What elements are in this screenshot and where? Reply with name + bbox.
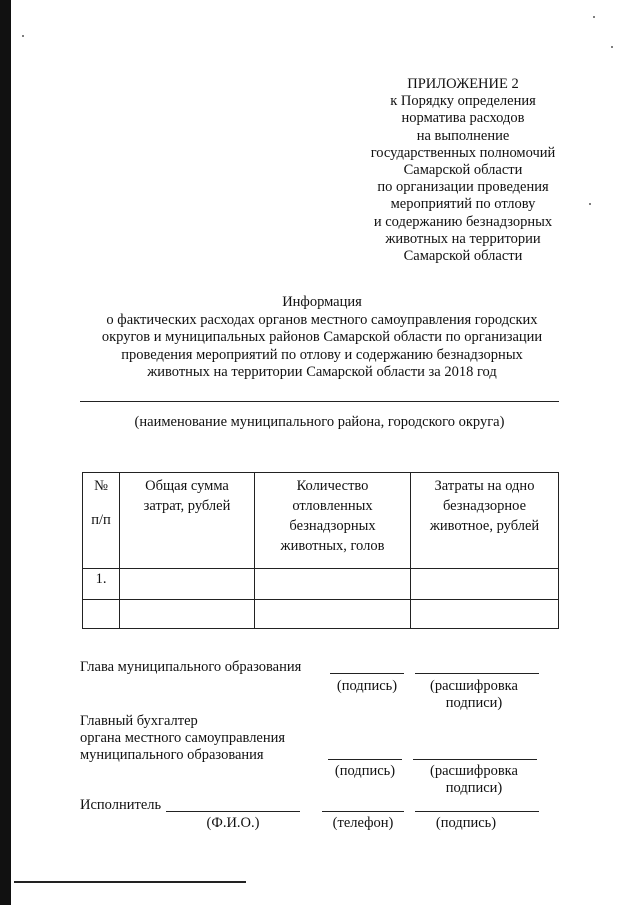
table-cell xyxy=(255,569,411,600)
appendix-line: Самарской области xyxy=(403,162,523,179)
table-cell xyxy=(120,600,255,629)
municipality-name-caption: (наименование муниципального района, городского округа) xyxy=(134,414,505,430)
table-cell xyxy=(255,600,411,629)
table-cell: 1. xyxy=(83,569,120,600)
head-label: Глава муниципального образования xyxy=(80,659,302,675)
head-signature-caption: (подпись) xyxy=(336,678,398,694)
accountant-signature-blank xyxy=(328,759,402,760)
executor-fio-blank xyxy=(166,811,300,812)
header-total-cost: Общая сумма затрат, рублей xyxy=(120,473,255,569)
accountant-signature-caption: (подпись) xyxy=(334,763,396,779)
expenses-table xyxy=(82,472,559,629)
appendix-title: ПРИЛОЖЕНИЕ 2 xyxy=(407,76,519,92)
table-row xyxy=(83,569,559,600)
table-row xyxy=(83,600,559,629)
executor-fio-caption: (Ф.И.О.) xyxy=(206,815,260,831)
scan-edge xyxy=(0,0,11,905)
table-cell xyxy=(83,600,120,629)
document-subtitle-line: о фактических расходах органов местного самоуправления городских xyxy=(106,311,538,328)
scan-speck xyxy=(589,203,591,205)
scan-speck xyxy=(593,16,595,18)
accountant-label: Главный бухгалтер органа местного самоуправления муниципального образования xyxy=(80,713,286,763)
document-heading: Информация xyxy=(282,294,362,310)
table-cell xyxy=(120,569,255,600)
appendix-line: Самарской области xyxy=(403,248,523,265)
appendix-line: государственных полномочий xyxy=(370,144,556,161)
document-subtitle-line: животных на территории Самарской области за 2018 год xyxy=(147,364,497,380)
executor-phone-blank xyxy=(322,811,404,812)
header-cost-per-animal: Затраты на одно безнадзорное животное, рублей xyxy=(411,473,559,569)
header-number: № п/п xyxy=(83,473,120,569)
executor-signature-caption: (подпись) xyxy=(435,815,497,831)
appendix-line: и содержанию безнадзорных xyxy=(373,213,553,230)
executor-phone-caption: (телефон) xyxy=(332,815,394,831)
appendix-line: мероприятий по отлову xyxy=(390,196,536,213)
municipality-name-line xyxy=(80,401,559,402)
appendix-block xyxy=(342,76,584,265)
table-header-row xyxy=(83,473,559,569)
document-subtitle-line: округов и муниципальных районов Самарской области по организации xyxy=(101,329,543,345)
header-animal-count: Количество отловленных безнадзорных животных, голов xyxy=(255,473,411,569)
scan-speck xyxy=(611,46,613,48)
scan-speck xyxy=(22,35,24,37)
document-subtitle-line: проведения мероприятий по отлову и содержанию безнадзорных xyxy=(121,346,523,363)
appendix-line: норматива расходов xyxy=(401,110,525,127)
bottom-rule xyxy=(14,881,246,883)
executor-label: Исполнитель xyxy=(80,797,162,813)
head-decode-blank xyxy=(415,673,539,674)
appendix-line: к Порядку определения xyxy=(390,93,536,110)
head-decode-caption: (расшифровка подписи) xyxy=(430,678,518,711)
appendix-line: на выполнение xyxy=(416,127,510,144)
appendix-line: животных на территории xyxy=(385,230,541,247)
table-cell xyxy=(411,569,559,600)
executor-signature-blank xyxy=(415,811,539,812)
document-title-block xyxy=(80,294,564,382)
accountant-decode-blank xyxy=(413,759,537,760)
accountant-decode-caption: (расшифровка подписи) xyxy=(430,763,518,796)
table-cell xyxy=(411,600,559,629)
head-signature-blank xyxy=(330,673,404,674)
appendix-line: по организации проведения xyxy=(377,179,549,196)
